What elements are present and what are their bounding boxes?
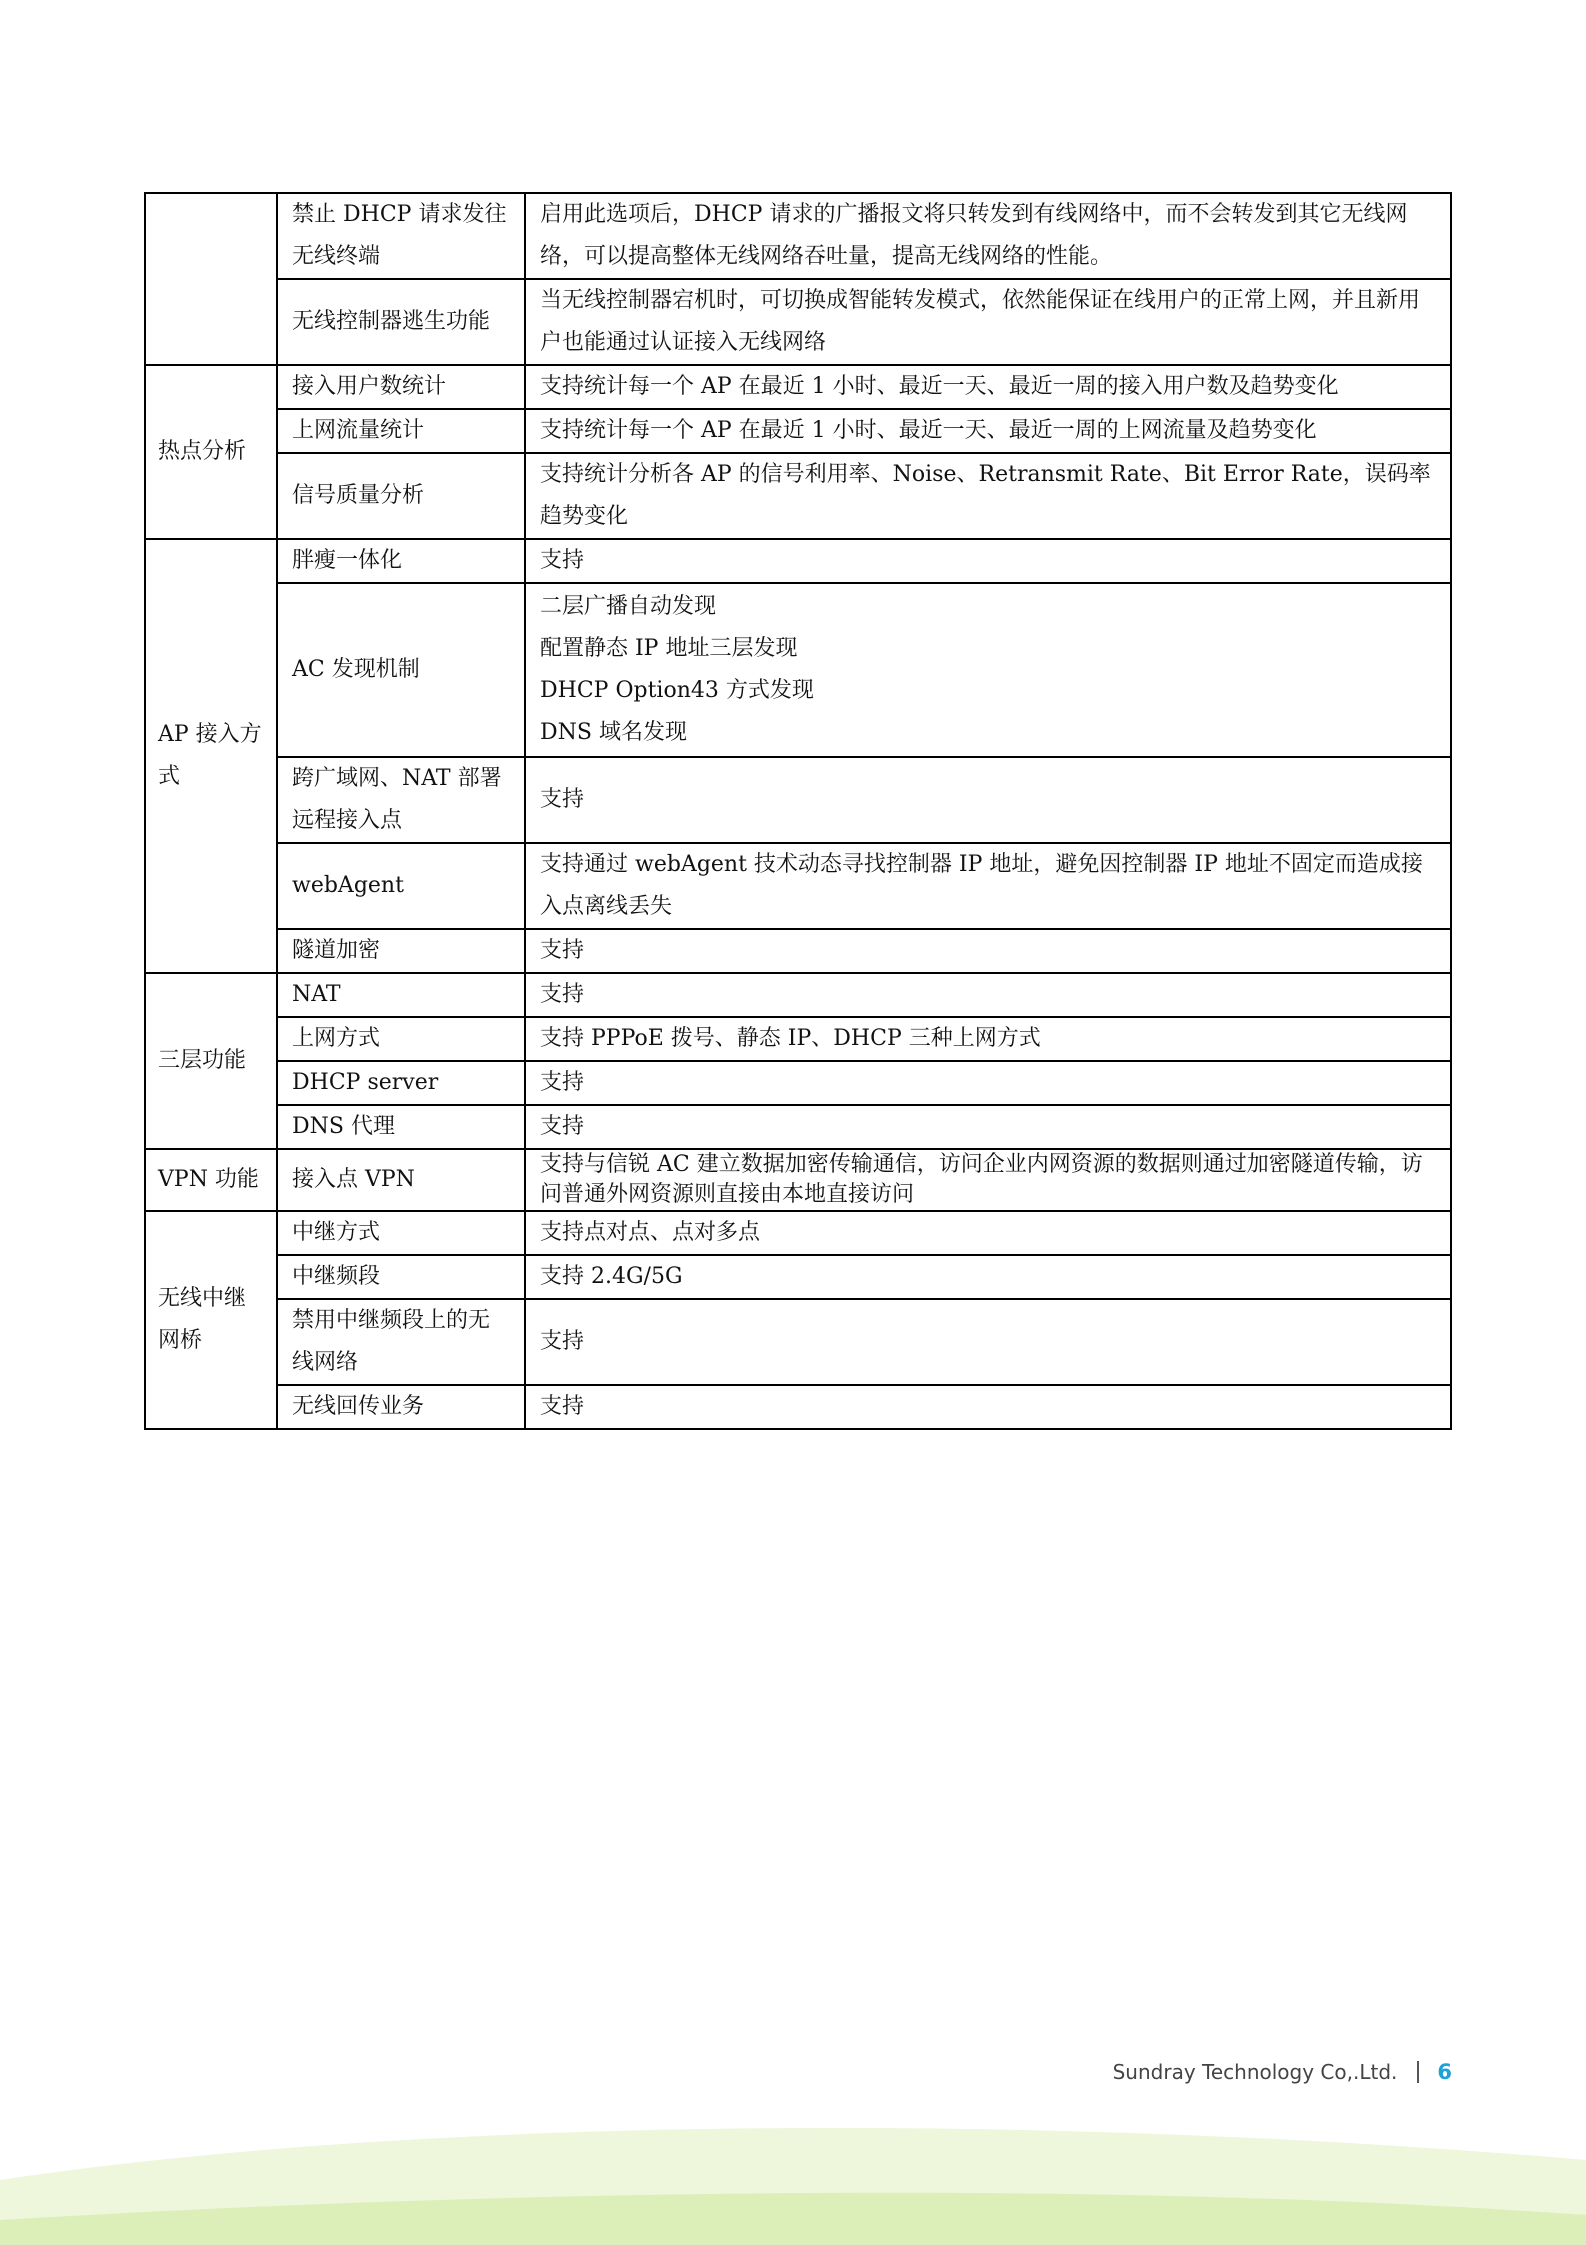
desc-cell: 支持 xyxy=(525,929,1451,973)
footer-divider xyxy=(1417,2061,1419,2083)
desc-cell: 支持 xyxy=(525,539,1451,583)
feature-cell: DNS 代理 xyxy=(277,1105,525,1149)
feature-cell: 接入点 VPN xyxy=(277,1149,525,1211)
table-row xyxy=(145,1385,1451,1429)
table-row xyxy=(145,1299,1451,1385)
table-row xyxy=(145,929,1451,973)
desc-cell: 支持 xyxy=(525,1385,1451,1429)
discovery-item: 配置静态 IP 地址三层发现 xyxy=(540,636,798,661)
discovery-item: DHCP Option43 方式发现 xyxy=(540,678,814,703)
table-row xyxy=(145,1017,1451,1061)
feature-cell: webAgent xyxy=(277,843,525,929)
desc-cell: 支持 xyxy=(525,1105,1451,1149)
table-row xyxy=(145,279,1451,365)
group-cell: 无线中继网桥 xyxy=(145,1211,277,1429)
feature-cell: 无线回传业务 xyxy=(277,1385,525,1429)
desc-cell: 支持 2.4G/5G xyxy=(525,1255,1451,1299)
desc-cell: 支持统计分析各 AP 的信号利用率、Noise、Retransmit Rate、Bit Error Rate，误码率趋势变化 xyxy=(525,453,1451,539)
group-cell xyxy=(145,193,277,365)
feature-cell: 中继方式 xyxy=(277,1211,525,1255)
desc-cell: 当无线控制器宕机时，可切换成智能转发模式，依然能保证在线用户的正常上网，并且新用户也能通过认证接入无线网络 xyxy=(525,279,1451,365)
feature-cell: 跨广域网、NAT 部署远程接入点 xyxy=(277,757,525,843)
table-row xyxy=(145,1149,1451,1211)
feature-cell: NAT xyxy=(277,973,525,1017)
feature-cell: 中继频段 xyxy=(277,1255,525,1299)
table-row xyxy=(145,539,1451,583)
table-row xyxy=(145,453,1451,539)
table-row xyxy=(145,973,1451,1017)
table-row xyxy=(145,1211,1451,1255)
table-row xyxy=(145,1105,1451,1149)
desc-cell: 支持 xyxy=(525,1299,1451,1385)
desc-cell: 支持与信锐 AC 建立数据加密传输通信，访问企业内网资源的数据则通过加密隧道传输，访问普通外网资源则直接由本地直接访问 xyxy=(525,1149,1451,1211)
desc-cell: 支持 xyxy=(525,757,1451,843)
feature-cell: AC 发现机制 xyxy=(277,583,525,757)
table-row xyxy=(145,757,1451,843)
group-cell: 热点分析 xyxy=(145,365,277,539)
table-row xyxy=(145,193,1451,279)
desc-cell: 支持 xyxy=(525,973,1451,1017)
desc-cell: 支持统计每一个 AP 在最近 1 小时、最近一天、最近一周的上网流量及趋势变化 xyxy=(525,409,1451,453)
discovery-item: DNS 域名发现 xyxy=(540,720,687,745)
feature-cell: 上网方式 xyxy=(277,1017,525,1061)
feature-cell: 禁止 DHCP 请求发往无线终端 xyxy=(277,193,525,279)
table-row xyxy=(145,409,1451,453)
feature-cell: 接入用户数统计 xyxy=(277,365,525,409)
feature-cell: 隧道加密 xyxy=(277,929,525,973)
group-cell: AP 接入方式 xyxy=(145,539,277,973)
feature-cell: 上网流量统计 xyxy=(277,409,525,453)
spec-table xyxy=(144,192,1452,1430)
desc-cell: 支持统计每一个 AP 在最近 1 小时、最近一天、最近一周的接入用户数及趋势变化 xyxy=(525,365,1451,409)
feature-cell: DHCP server xyxy=(277,1061,525,1105)
page-number: 6 xyxy=(1437,2060,1452,2084)
desc-cell: 启用此选项后，DHCP 请求的广播报文将只转发到有线网络中，而不会转发到其它无线网络，可以提高整体无线网络吞吐量，提高无线网络的性能。 xyxy=(525,193,1451,279)
company-name: Sundray Technology Co,.Ltd. xyxy=(1112,2060,1398,2084)
feature-cell: 禁用中继频段上的无线网络 xyxy=(277,1299,525,1385)
table-row xyxy=(145,1061,1451,1105)
desc-cell: 支持通过 webAgent 技术动态寻找控制器 IP 地址，避免因控制器 IP 地址不固定而造成接入点离线丢失 xyxy=(525,843,1451,929)
desc-cell: 支持 xyxy=(525,1061,1451,1105)
desc-cell: 支持 PPPoE 拨号、静态 IP、DHCP 三种上网方式 xyxy=(525,1017,1451,1061)
group-cell: 三层功能 xyxy=(145,973,277,1149)
decorative-wave xyxy=(0,2120,1586,2245)
feature-cell: 无线控制器逃生功能 xyxy=(277,279,525,365)
desc-cell-list xyxy=(525,583,1451,757)
desc-cell: 支持点对点、点对多点 xyxy=(525,1211,1451,1255)
table-row xyxy=(145,1255,1451,1299)
table-row xyxy=(145,365,1451,409)
table-row xyxy=(145,583,1451,757)
feature-cell: 信号质量分析 xyxy=(277,453,525,539)
group-cell: VPN 功能 xyxy=(145,1149,277,1211)
feature-cell: 胖瘦一体化 xyxy=(277,539,525,583)
table-row xyxy=(145,843,1451,929)
page-footer xyxy=(1113,2060,1452,2084)
discovery-item: 二层广播自动发现 xyxy=(540,594,717,619)
